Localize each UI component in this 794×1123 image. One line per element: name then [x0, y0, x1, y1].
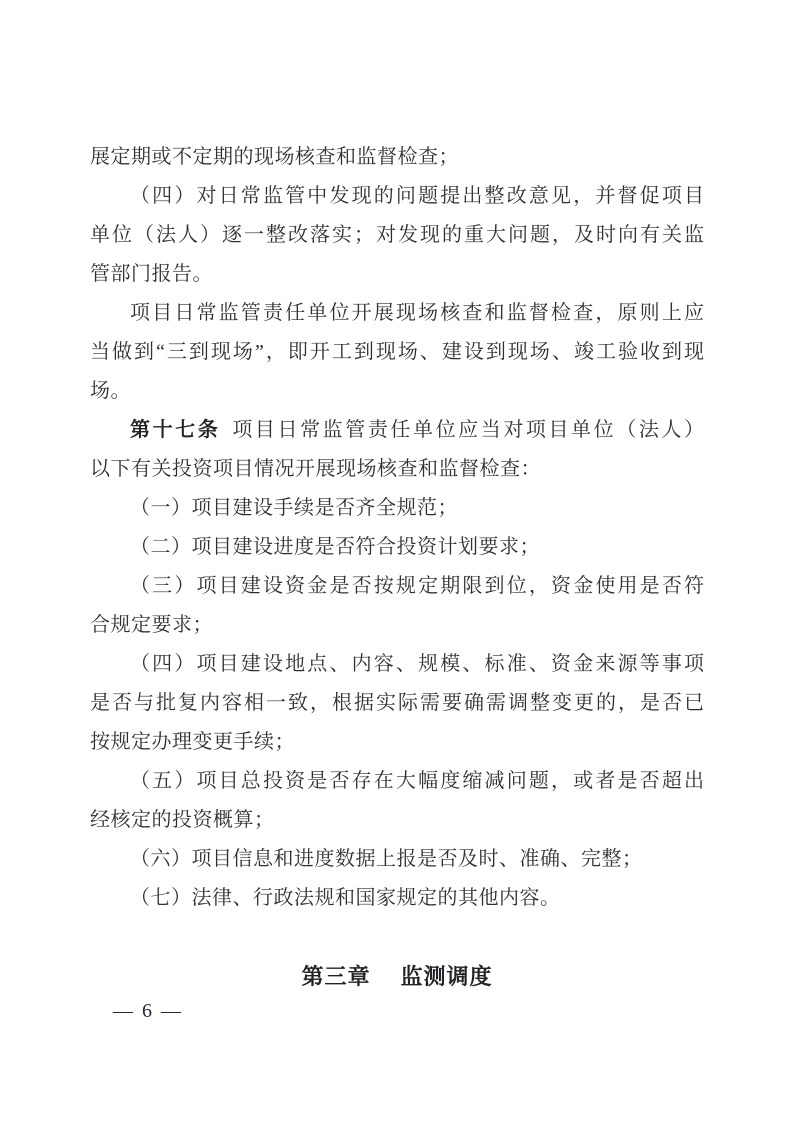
text-line: （三）项目建设资金是否按规定期限到位，资金使用是否符: [130, 575, 704, 597]
text-line: 单位（法人）逐一整改落实；对发现的重大问题，及时向有关监: [90, 224, 704, 246]
article-number-label: 第十七条: [130, 419, 221, 441]
text-line: 管部门报告。: [90, 263, 213, 285]
text-line: （七）法律、行政法规和国家规定的其他内容。: [130, 887, 561, 909]
text-line: 是否与批复内容相一致，根据实际需要确需调整变更的，是否已: [90, 692, 704, 714]
text-line: （六）项目信息和进度数据上报是否及时、准确、完整；: [130, 848, 643, 870]
text-line: 当做到“三到现场”，即开工到现场、建设到现场、竣工验收到现: [90, 341, 704, 363]
text-line: 项目日常监管责任单位开展现场核查和监督检查，原则上应: [130, 302, 704, 324]
text-line: 经核定的投资概算；: [90, 809, 275, 831]
chapter-title: 监测调度: [400, 964, 493, 989]
text-line: （四）对日常监管中发现的问题提出整改意见，并督促项目: [130, 185, 704, 207]
chapter-number: 第三章: [301, 964, 371, 989]
document-body: [90, 138, 704, 918]
text-line: 展定期或不定期的现场核查和监督检查；: [90, 146, 459, 168]
text-line: （五）项目总投资是否存在大幅度缩减问题，或者是否超出: [130, 770, 704, 792]
text-line: 合规定要求；: [90, 614, 213, 636]
text-line: 场。: [90, 380, 131, 402]
text-line: （二）项目建设进度是否符合投资计划要求；: [130, 536, 540, 558]
text-line: 按规定办理变更手续；: [90, 731, 295, 753]
chapter-heading: [0, 957, 794, 996]
page-number: — 6 —: [113, 1000, 183, 1022]
text-line: 以下有关投资项目情况开展现场核查和监督检查：: [90, 458, 541, 480]
text-line-article-17: [90, 411, 704, 450]
text-line: （一）项目建设手续是否齐全规范；: [130, 497, 458, 519]
article-text: 项目日常监管责任单位应当对项目单位（法人）: [232, 419, 705, 441]
text-line: （四）项目建设地点、内容、规模、标准、资金来源等事项: [130, 653, 704, 675]
